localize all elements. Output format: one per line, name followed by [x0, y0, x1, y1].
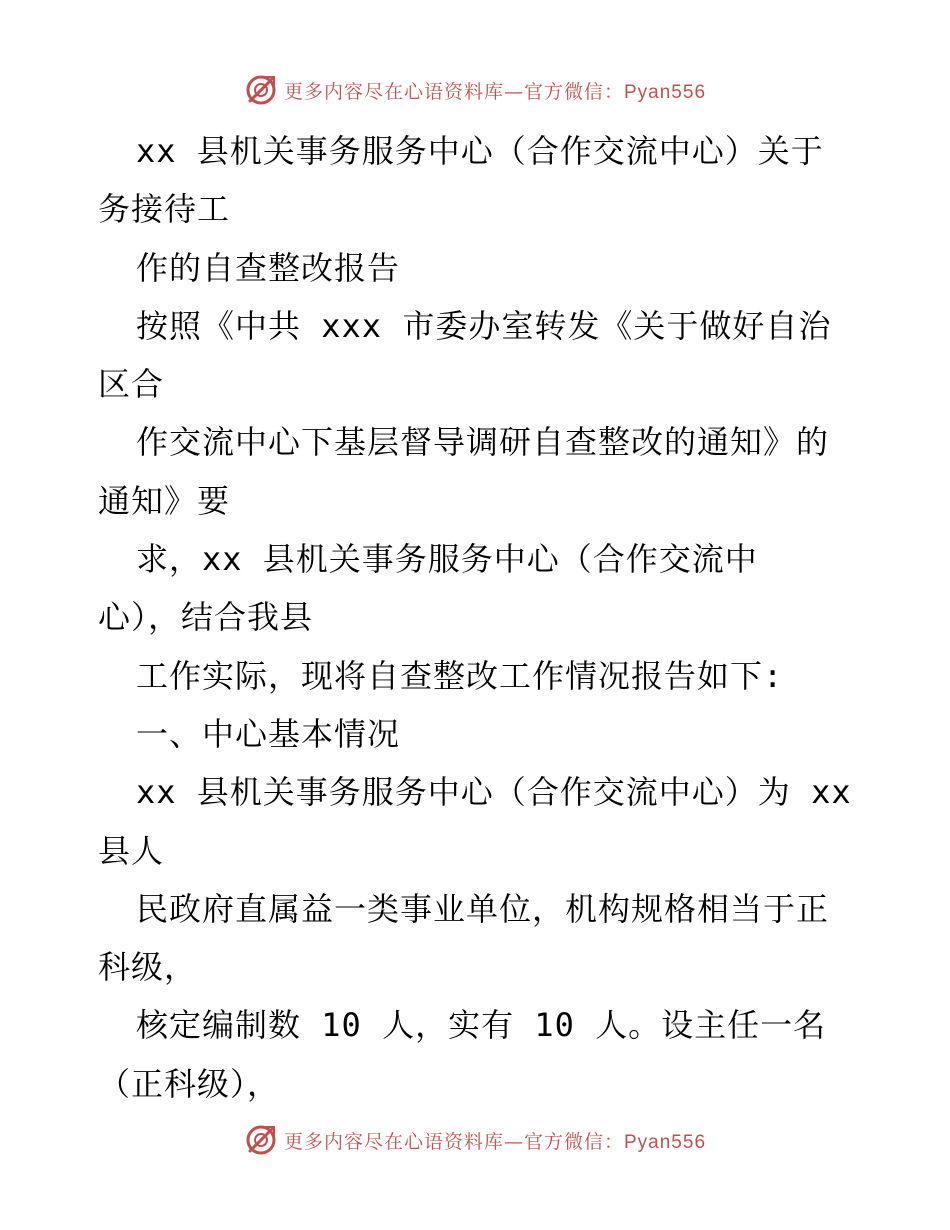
document-line: 民政府直属益一类事业单位，机构规格相当于正 — [136, 889, 830, 928]
document-line: 务接待工 — [98, 190, 231, 229]
brand-logo-icon — [244, 1123, 278, 1157]
watermark-text — [284, 1127, 706, 1154]
document-line: 核定编制数 10 人，实有 10 人。设主任一名 — [136, 1006, 827, 1045]
document-line: 心），结合我县 — [98, 598, 314, 637]
watermark-text — [284, 77, 706, 104]
document-body — [98, 122, 858, 1113]
document-line: 通知》要 — [98, 481, 231, 520]
watermark-wechat-id: Pyan556 — [624, 1131, 707, 1153]
watermark-wechat-id: Pyan556 — [624, 81, 707, 103]
document-line: xx 县机关事务服务中心（合作交流中心）为 xx — [136, 773, 852, 812]
watermark-header — [0, 70, 950, 110]
brand-logo-icon — [244, 73, 278, 107]
document-line: 县人 — [98, 831, 165, 870]
document-line: 区合 — [98, 365, 165, 404]
watermark-footer — [0, 1120, 950, 1160]
document-line: 作的自查整改报告 — [136, 248, 401, 287]
watermark-dash: — — [503, 1130, 524, 1153]
document-line: 作交流中心下基层督导调研自查整改的通知》的 — [136, 423, 830, 462]
document-line: （正科级）， — [98, 1064, 281, 1103]
document-line: 求，xx 县机关事务服务中心（合作交流中 — [136, 540, 758, 579]
watermark-wechat-label: 官方微信： — [523, 80, 624, 103]
watermark-dash: — — [503, 80, 524, 103]
document-line: 科级， — [98, 948, 198, 987]
document-line: 工作实际，现将自查整改工作情况报告如下: — [136, 656, 784, 695]
watermark-site: 更多内容尽在心语资料库 — [283, 1130, 504, 1153]
document-line: 一、中心基本情况 — [136, 714, 401, 753]
watermark-wechat-label: 官方微信： — [523, 1130, 624, 1153]
document-line: 按照《中共 xxx 市委办室转发《关于做好自治 — [136, 306, 832, 345]
watermark-site: 更多内容尽在心语资料库 — [283, 80, 504, 103]
document-line: xx 县机关事务服务中心（合作交流中心）关于 — [136, 132, 824, 170]
